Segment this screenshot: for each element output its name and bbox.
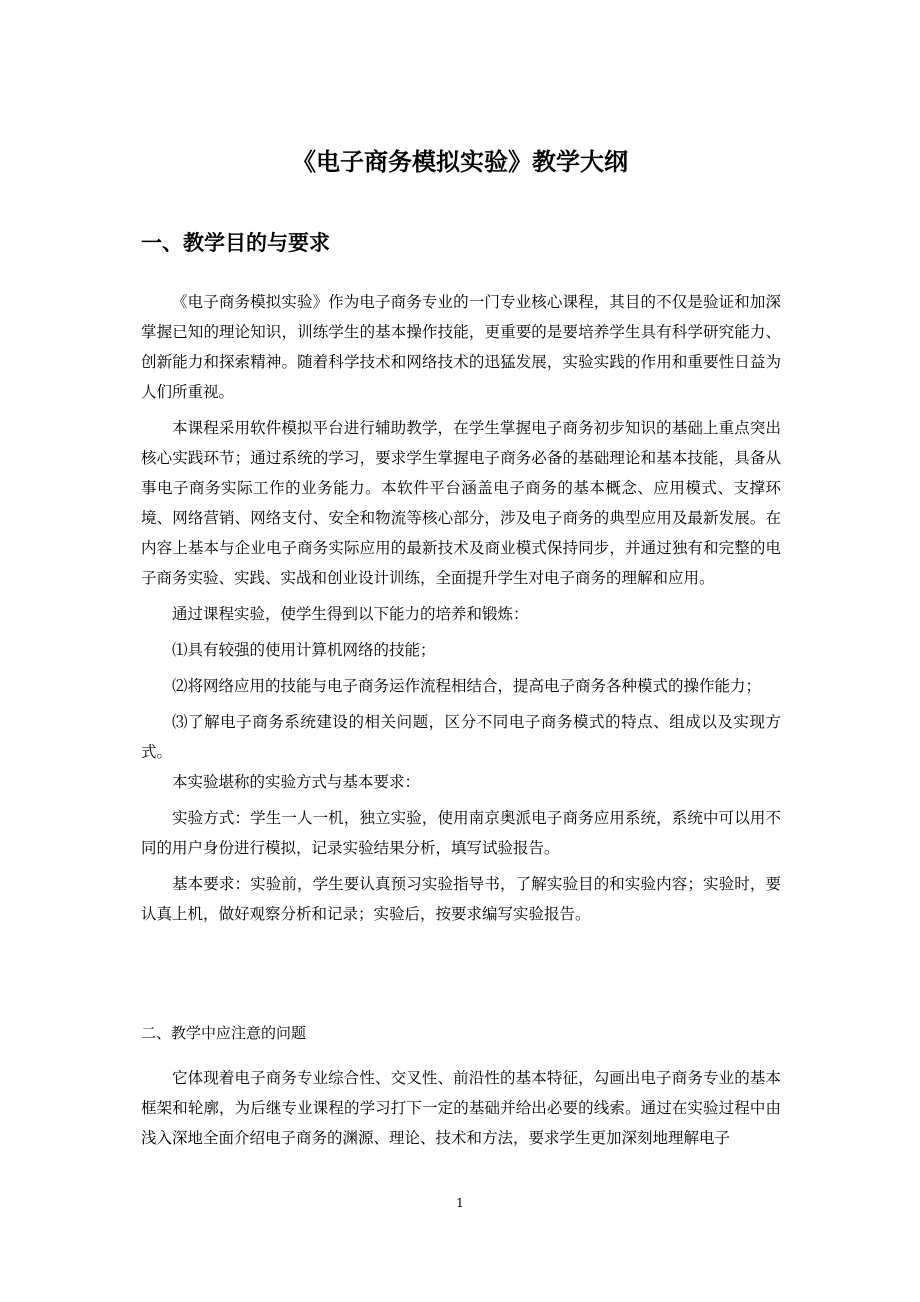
paragraph: 通过课程实验，使学生得到以下能力的培养和锻炼： bbox=[172, 605, 529, 623]
page-number: 1 bbox=[456, 1196, 464, 1210]
section-heading-2: 二、教学中应注意的问题 bbox=[141, 1024, 307, 1042]
list-item: ⑵将网络应用的技能与电子商务运作流程相结合，提高电子商务各种模式的操作能力； bbox=[172, 677, 762, 695]
paragraph: 《电子商务模拟实验》作为电子商务专业的一门专业核心课程，其目的不仅是验证和加深掌握已知的理论知识，训练学生的基本操作技能，更重要的是要培养学生具有科学研究能力、创新能力和探索精神。随着科学技术和网络技术的迅猛发展，实验实践的作用和重要性日益为人们所重视。 bbox=[141, 293, 781, 401]
paragraph: 它体现着电子商务专业综合性、交叉性、前沿性的基本特征，勾画出电子商务专业的基本框架和轮廓，为后继专业课程的学习打下一定的基础并给出必要的线索。通过在实验过程中由浅入深地全面介绍电子商务的渊源、理论、技术和方法，要求学生更加深刻地理解电子 bbox=[141, 1069, 781, 1147]
paragraph: 实验方式：学生一人一机，独立实验，使用南京奥派电子商务应用系统，系统中可以用不同的用户身份进行模拟，记录实验结果分析，填写试验报告。 bbox=[141, 809, 781, 857]
paragraph: 本课程采用软件模拟平台进行辅助教学，在学生掌握电子商务初步知识的基础上重点突出核心实践环节；通过系统的学习，要求学生掌握电子商务必备的基础理论和基本技能，具备从事电子商务实际工作的业务能力。本软件平台涵盖电子商务的基本概念、应用模式、支撑环境、网络营销、网络支付、安全和物流等核心部分，涉及电子商务的典型应用及最新发展。在内容上基本与企业电子商务实际应用的最新技术及商业模式保持同步，并通过独有和完整的电子商务实验、实践、实战和创业设计训练，全面提升学生对电子商务的理解和应用。 bbox=[141, 419, 781, 587]
section-heading-1: 一、教学目的与要求 bbox=[141, 231, 330, 255]
paragraph: 基本要求：实验前，学生要认真预习实验指导书，了解实验目的和实验内容；实验时，要认真上机，做好观察分析和记录；实验后，按要求编写实验报告。 bbox=[141, 875, 781, 923]
document-title: 《电子商务模拟实验》教学大纲 bbox=[292, 148, 628, 176]
paragraph: 本实验堪称的实验方式与基本要求： bbox=[172, 773, 421, 791]
list-item: ⑴具有较强的使用计算机网络的技能； bbox=[172, 641, 436, 659]
section-2-body bbox=[141, 1063, 781, 1153]
section-1-body bbox=[141, 287, 781, 929]
list-item: ⑶了解电子商务系统建设的相关问题，区分不同电子商务模式的特点、组成以及实现方式。 bbox=[141, 713, 781, 761]
